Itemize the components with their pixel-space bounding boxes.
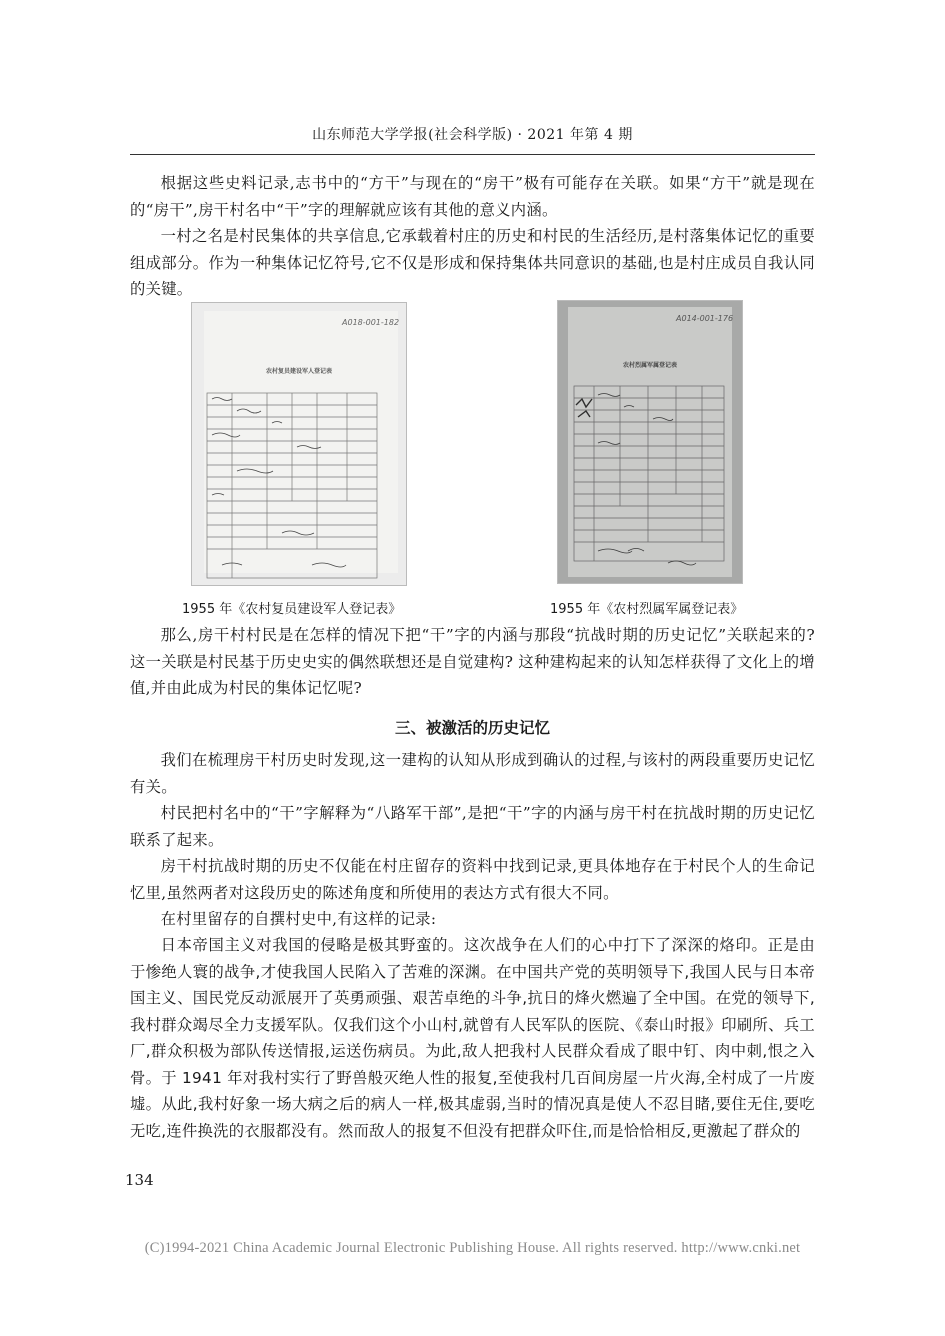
paragraph-3: 那么,房干村村民是在怎样的情况下把“干”字的内涵与那段“抗战时期的历史记忆”关联起来的? 这一关联是村民基于历史史实的偶然联想还是自觉建构? 这种建构起来的认知怎样获得了文化上的增值,并由此成为村民的集体记忆呢? bbox=[130, 626, 815, 697]
running-header: 山东师范大学学报(社会科学版) · 2021 年第 4 期 bbox=[312, 127, 633, 143]
section-heading: 三、被激活的历史记忆 bbox=[394, 719, 550, 737]
figure-2-caption: 1955 年《农村烈属军属登记表》 bbox=[550, 602, 744, 617]
paragraph-1: 根据这些史料记录,志书中的“方干”与现在的“房干”极有可能存在关联。如果“方干”就是现在的“房干”,房干村名中“干”字的理解就应该有其他的意义内涵。 bbox=[130, 174, 815, 219]
paragraph-5: 村民把村名中的“干”字解释为“八路军干部”,是把“干”字的内涵与房干村在抗战时期的历史记忆联系了起来。 bbox=[130, 804, 815, 849]
figure-1-form-title: 农村复员建设军人登记表 bbox=[265, 368, 333, 375]
paragraph-2: 一村之名是村民集体的共享信息,它承载着村庄的历史和村民的生活经历,是村落集体记忆的重要组成部分。作为一种集体记忆符号,它不仅是形成和保持集体共同意识的基础,也是村庄成员自我认同的关键。 bbox=[130, 227, 815, 298]
figure-1-caption: 1955 年《农村复员建设军人登记表》 bbox=[182, 602, 402, 617]
figure-2-form-title: 农村烈属军属登记表 bbox=[622, 362, 678, 369]
paragraph-6: 房干村抗战时期的历史不仅能在村庄留存的资料中找到记录,更具体地存在于村民个人的生命记忆里,虽然两者对这段历史的陈述角度和所使用的表达方式有很大不同。 bbox=[130, 857, 815, 902]
figure-2-handwritten-code: A014-001-176 bbox=[676, 314, 734, 323]
header-divider bbox=[130, 154, 815, 155]
figure-2-photo bbox=[557, 300, 743, 584]
page-number: 134 bbox=[125, 1171, 154, 1189]
block-quote: 日本帝国主义对我国的侵略是极其野蛮的。这次战争在人们的心中打下了深深的烙印。正是由于惨绝人寰的战争,才使我国人民陷入了苦难的深渊。在中国共产党的英明领导下,我国人民与日本帝国主义、国民党反动派展开了英勇顽强、艰苦卓绝的斗争,抗日的烽火燃遍了全中国。在党的领导下,我村群众竭尽全力支援军队。仅我们这个小山村,就曾有人民军队的医院、《泰山时报》印刷所、兵工厂,群众积极为部队传送情报,运送伤病员。为此,敌人把我村人民群众看成了眼中钉、肉中刺,恨之入骨。于 1941 年对我村实行了野兽般灭绝人性的报复,至使我村几百间房屋一片火海,全村成了一片废墟。从此,我村好象一场大病之后的病人一样,极其虚弱,当时的情况真是使人不忍目睹,要住无住,要吃无吃,连件换洗的衣服都没有。然而敌人的报复不但没有把群众吓住,而是恰恰相反,更激起了群众的 bbox=[130, 936, 815, 1140]
figure-1-handwritten-code: A018-001-182 bbox=[342, 318, 400, 327]
copyright-footer: (C)1994-2021 China Academic Journal Electronic Publishing House. All rights reserved. http://www.cnki.net bbox=[144, 1240, 801, 1256]
paragraph-7: 在村里留存的自撰村史中,有这样的记录: bbox=[160, 910, 437, 928]
paragraph-4: 我们在梳理房干村历史时发现,这一建构的认知从形成到确认的过程,与该村的两段重要历史记忆有关。 bbox=[130, 751, 815, 796]
figure-1-photo bbox=[191, 302, 407, 586]
